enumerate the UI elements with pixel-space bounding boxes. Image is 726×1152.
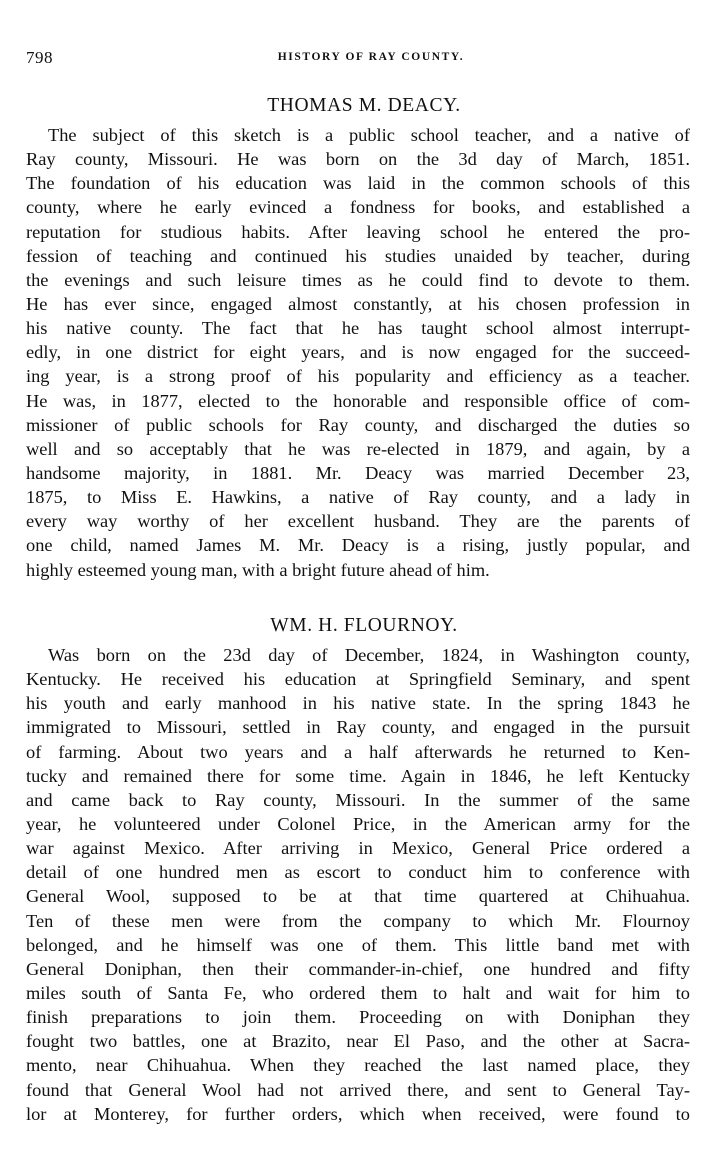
text-line: war against Mexico. After arriving in Mexico, General Price ordered a (26, 838, 690, 859)
text-line: Ray county, Missouri. He was born on the 3d day of March, 1851. (26, 149, 690, 170)
text-line: fought two battles, one at Brazito, near El Paso, and the other at Sacra- (26, 1031, 690, 1052)
text-line: The foundation of his education was laid in the common schools of this (26, 173, 690, 194)
text-line: finish preparations to join them. Proceeding on with Doniphan they (26, 1007, 690, 1028)
text-line: miles south of Santa Fe, who ordered them to halt and wait for him to (26, 982, 690, 1003)
text-line: his youth and early manhood in his native state. In the spring 1843 he (26, 693, 690, 714)
text-line: missioner of public schools for Ray county, and discharged the duties so (26, 414, 690, 435)
text-line: The subject of this sketch is a public school teacher, and a native of (48, 125, 690, 145)
text-line: lor at Monterey, for further orders, which when received, were found to (26, 1103, 690, 1124)
text-line: and came back to Ray county, Missouri. In the summer of the same (26, 789, 690, 810)
biography-paragraph (26, 643, 690, 1126)
text-line: belonged, and he himself was one of them. This little band met with (26, 934, 690, 955)
text-line: reputation for studious habits. After leaving school he entered the pro- (26, 221, 690, 242)
text-line: Ten of these men were from the company to which Mr. Flournoy (26, 910, 690, 931)
text-line: every way worthy of her excellent husband. They are the parents of (26, 511, 690, 532)
biography-wm-h-flournoy (26, 612, 690, 1126)
section-heading: THOMAS M. DEACY. (267, 95, 461, 116)
text-line: detail of one hundred men as escort to conduct him to conference with (26, 862, 690, 883)
biography-thomas-m-deacy (26, 92, 690, 582)
text-line: immigrated to Missouri, settled in Ray county, and engaged in the pursuit (26, 717, 690, 738)
page-number: 798 (26, 48, 53, 67)
running-title: HISTORY OF RAY COUNTY. (277, 51, 465, 63)
biography-paragraph (26, 123, 690, 582)
text-line: of farming. About two years and a half afterwards he returned to Ken- (26, 741, 690, 762)
text-line: edly, in one district for eight years, and is now engaged for the succeed- (26, 342, 690, 363)
text-line: handsome majority, in 1881. Mr. Deacy was married December 23, (26, 462, 690, 483)
text-line: well and so acceptably that he was re-elected in 1879, and again, by a (26, 438, 690, 459)
text-line: General Doniphan, then their commander-in-chief, one hundred and fifty (26, 958, 690, 979)
text-line: the evenings and such leisure times as he could find to devote to them. (26, 269, 690, 290)
text-line: year, he volunteered under Colonel Price, in the American army for the (26, 813, 690, 834)
text-line: Kentucky. He received his education at Springfield Seminary, and spent (26, 669, 690, 690)
text-line: highly esteemed young man, with a bright future ahead of him. (26, 559, 490, 580)
text-line: his native county. The fact that he has taught school almost interrupt- (26, 318, 690, 339)
running-header (26, 48, 686, 70)
text-line: 1875, to Miss E. Hawkins, a native of Ray county, and a lady in (26, 487, 690, 508)
text-line: General Wool, supposed to be at that time quartered at Chihuahua. (26, 886, 690, 907)
text-line: tucky and remained there for some time. Again in 1846, he left Kentucky (26, 765, 690, 786)
text-line: He has ever since, engaged almost constantly, at his chosen profession in (26, 293, 690, 314)
text-line: He was, in 1877, elected to the honorable and responsible office of com- (26, 390, 690, 411)
text-line: one child, named James M. Mr. Deacy is a rising, justly popular, and (26, 535, 690, 556)
text-line: fession of teaching and continued his studies unaided by teacher, during (26, 245, 690, 266)
text-line: found that General Wool had not arrived there, and sent to General Tay- (26, 1079, 690, 1100)
text-line: mento, near Chihuahua. When they reached the last named place, they (26, 1055, 690, 1076)
text-line: ing year, is a strong proof of his popularity and efficiency as a teacher. (26, 366, 690, 387)
text-line: Was born on the 23d day of December, 1824, in Washington county, (48, 645, 690, 665)
text-line: county, where he early evinced a fondness for books, and established a (26, 197, 690, 218)
section-heading: WM. H. FLOURNOY. (270, 615, 458, 636)
